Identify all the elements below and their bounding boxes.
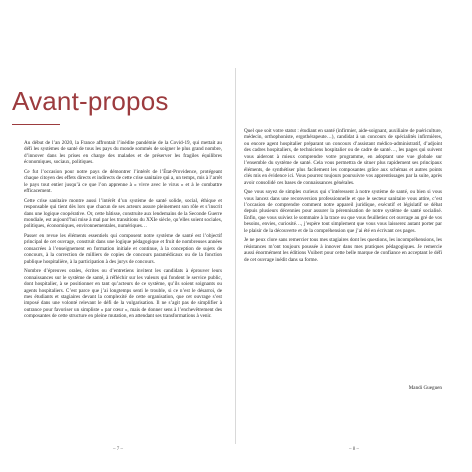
paragraph: Nombre d’épreuves orales, écrites ou d’entretiens invitent les candidats à éprouver leurs connaissances sur le système de santé, à réfléchir sur les valeurs qui fondent le service public, dont hospitalier, à se positionner en tant qu’acteurs de ce système, qu’ils soient soignants ou agents hospitaliers. C’est parce que j’ai longtemps senti le trouble, si ce n’est le désarroi, de mes étudiants et stagiaires devant la complexité de cette organisation, que cet ouvrage s’est imposé dans une volonté relevant le défi de la vulgarisation. Il ne s’agit pas de simplifier à outrance pour favoriser un simpliste « par cœur », mais de donner sens à l’enchevêtrement des composantes de cette structure en pleine mutation, en attendant ses transformations à venir. — [24, 268, 222, 320]
paragraph: Au début de l’an 2020, la France affrontait l’inédite pandémie de la Covid-19, qui mettait au défi les systèmes de santé de tous les pays du monde sommés de soigner le plus grand nombre, d’innover dans les prises en charge des malades et de préserver les fragiles équilibres économiques, sociaux, politiques. — [24, 140, 222, 166]
paragraph: Je ne peux clore sans remercier tous mes stagiaires dont les questions, les incompréhensions, les résistances m’ont toujours poussée à innover dans mes pratiques pédagogiques. Je remercie aussi énormément les éditions Vuibert pour cette belle marque de confiance en acceptant le défi de cet ouvrage inédit dans sa forme. — [244, 237, 442, 263]
left-page-body — [24, 140, 222, 320]
right-page-body — [244, 128, 442, 263]
title-underline — [12, 124, 60, 125]
page-title: Avant-propos — [12, 86, 169, 116]
right-page — [236, 0, 472, 472]
author-signature: Mandi Gueguen — [408, 385, 442, 391]
paragraph: Ce fut l’occasion pour notre pays de démontrer l’intérêt de l’État-Providence, protégeant chaque citoyen des effets directs et indirects de cette crise sanitaire qui a, un temps, mis à l’arrêt le pays tout entier jusqu’à ce que l’on apprenne à « vivre avec le virus » et à le combattre efficacement. — [24, 168, 222, 195]
paragraph: Cette crise sanitaire montre aussi l’intérêt d’un système de santé solide, social, éthique et responsable qui tient dès lors que chacun de ses acteurs assure pleinement son rôle et s’inscrit dans une logique coopérative. Or, cette bâtisse, construite aux lendemains de la Seconde Guerre mondiale, est aujourd’hui mise à mal par les transitions du XXIe siècle, qu’elles soient sociales, politiques, économiques, environnementales, numériques… — [24, 197, 222, 230]
page-number: – 7 – — [113, 447, 123, 452]
paragraph: Passer en revue les éléments essentiels qui composent notre système de santé est l’objectif principal de cet ouvrage, construit dans une logique pédagogique et fruit de nombreuses années consacrées à l’enseignement en formation initiale et continue, à la conception de sujets de concours, à la correction de milliers de copies de concours paramédicaux ou de la fonction publique hospitalière, à la participation à des jurys de concours. — [24, 232, 222, 265]
paragraph: Quel que soit votre statut : étudiant en santé (infirmier, aide-soignant, auxiliaire de puériculture, médecin, orthophoniste, ergothérapeute…), candidat à un concours de spécialités infirmières, ou encore agent hospitalier préparant un concours d’assistant médico-administratif, d’adjoint des cadres hospitaliers, de techniciens hospitalier ou de cadre de santé…, les pages qui suivent vous aideront à mieux comprendre votre programme, en adoptant une vue globale sur l’ensemble du système de santé. Cela vous permettra de situer plus rapidement ses principaux éléments, de synthétiser plus facilement les composantes grâce aux schémas et autres points clés mis en évidence ici. Vous pourrez toujours poursuivre vos apprentissages par la suite, après avoir consolidé ces bases de connaissances générales. — [244, 128, 442, 186]
paragraph: Que vous soyez de simples curieux qui s’intéressent à notre système de santé, ou bien si vous vous lancez dans une reconversion professionnelle et que le secteur sanitaire vous attire, c’est l’occasion de comprendre comment notre appareil juridique, exécutif et législatif se débat depuis plusieurs décennies pour assurer la pérennisation de notre système de santé socialisé. Enfin, que vous suiviez le sommaire à la trace ou que vous feuilletiez cet ouvrage au gré de vos besoins, envies, curiosité…, j’espère tout simplement que vous vous laisserez autant porter par le plaisir de la découverte et de la compréhension que j’ai été en écrivant ces pages. — [244, 189, 442, 234]
page-number: – 8 – — [349, 447, 359, 452]
